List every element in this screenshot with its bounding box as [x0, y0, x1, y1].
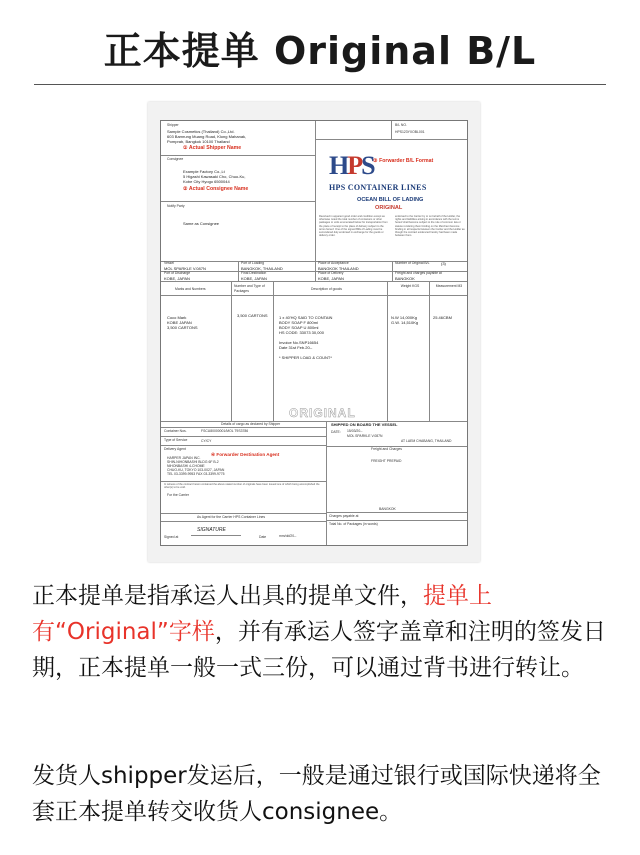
paragraph-1: [32, 578, 612, 686]
delivery-label: Delivery Agent: [164, 447, 186, 451]
col-weight: Weight KGS: [400, 284, 420, 288]
charges-label: Charges payable at: [329, 514, 359, 518]
notify-label: Notify Party: [167, 204, 185, 208]
date2-value: mm/dd/20--: [279, 534, 297, 538]
container-label: Container Nos.: [164, 429, 187, 433]
delivery-line-4: CHUO-KU, TOKYO 103-0027, JAPAN: [167, 468, 225, 472]
total-label: Total No. of Packages (in words): [329, 522, 378, 526]
cargo-detail-label: Details of cargo as declared by Shipper: [221, 422, 281, 426]
desc-line-1: 1 x 40'HQ SAID TO CONTAIN: [279, 315, 333, 320]
annotation-agent: ④ Forwarder Destination Agent: [211, 452, 280, 457]
shipper-line-3: Pomprab, Bangkok 10100 Thailand: [167, 139, 230, 144]
port-2: AT LAEM CHABANG, THAILAND: [401, 439, 452, 443]
freight-pay-label: Freight and charges payable at: [395, 271, 442, 275]
shipper-label: Shipper: [167, 123, 179, 127]
doc-title: OCEAN BILL OF LADING: [357, 197, 424, 203]
packages-value: 3,500 CARTONS: [237, 313, 268, 318]
desc-line-4: HS CODE: 33073 30,000: [279, 330, 324, 335]
pod-value: KOBE, JAPAN: [164, 276, 190, 281]
pdel-label: Place of Delivery: [318, 271, 344, 275]
for-carrier: For the Carrier: [167, 493, 190, 497]
bill-of-lading-image: [148, 102, 480, 562]
por-value: BANGKOK THAILAND: [318, 266, 359, 271]
vessel-label: Vessel: [164, 261, 174, 265]
date2-label: Date: [259, 535, 267, 539]
signature: SIGNATURE: [197, 527, 226, 533]
marks-line-2: KOBE JAPAN: [167, 320, 192, 325]
container-value: FSCU80000001/MOL T9S3786: [201, 429, 249, 433]
consignee-label: Consignee: [167, 157, 184, 161]
weight-net: N.W 14,000Kg: [391, 315, 418, 320]
delivery-line-3: NIHONBASHI 4-CHOME: [167, 464, 205, 468]
shipper-line-1: Sample Cosmetics (Thailand) Co.,Ltd.: [167, 129, 235, 134]
vessel-value: MOL SPARKLE V.087N: [164, 266, 206, 271]
pol-label: Port of Loading: [241, 261, 264, 265]
original-watermark: ORIGINAL: [289, 406, 356, 420]
desc-line-9: * SHIPPER LOAD & COUNT*: [279, 355, 332, 360]
signed-at-label: Signed at: [164, 535, 179, 539]
pod-label: Port of Discharge: [164, 271, 191, 275]
nob-label: Number of Original B/L: [395, 261, 430, 265]
marks-line-1: Coco Mark: [167, 315, 187, 320]
bangkok-label: BANGKOK: [379, 507, 396, 511]
weight-gross: G.W. 14,510Kg: [391, 320, 419, 325]
consignee-line-1: Example Factory Co.,Lt: [183, 169, 225, 174]
desc-line-3: BODY SOAP U 800ml: [279, 325, 319, 330]
freight-prepaid: FREIGHT PREPAID: [371, 459, 402, 463]
col-description: Description of goods: [311, 287, 342, 291]
company-name: HPS CONTAINER LINES: [329, 183, 427, 192]
col-measurement: Measurement M3: [435, 284, 463, 288]
delivery-line-5: TEL 03-3399-9953 FAX 03-3399-9775: [167, 472, 225, 476]
hps-logo: HPS: [329, 151, 374, 180]
delivery-line-2: SHIN-NIHONBASHI BLDG 6F B-2: [167, 460, 219, 464]
paragraph-2: 发货人shipper发运后，一般是通过银行或国际快递将全套正本提单转交收货人consignee。: [32, 763, 601, 825]
annotation-shipper: ① Actual Shipper Name: [183, 145, 242, 151]
terms-right: endorsed to the Carrier by or on behalf of the Holder, the rights and liabilities arising in accordance with the terms hereof shall become subject to the rule of common law or statute rendering them binding on the Merchant become binding in all respects between the Carrier and the Holder as though the contract evidenced hereby had been made between them.: [395, 215, 465, 238]
pol-value: BANGKOK, THAILAND: [241, 266, 283, 271]
shipper-line-2: 603 Bamrung Muang Road, Klong Mahanak,: [167, 134, 247, 139]
agent-label: As Agent for the Carrier HPS Container Lines: [197, 515, 266, 519]
consignee-line-3: Kobe City Hyogo 6500044: [183, 179, 230, 184]
pdel-value: KOBE, JAPAN: [318, 276, 344, 281]
desc-line-2: BODY SOAP F 800ml: [279, 320, 318, 325]
title-divider: [34, 84, 606, 85]
service-label: Type of Service: [164, 438, 188, 442]
nob-value: (3): [441, 261, 446, 266]
witness-text: In witness of the contract herein contained the above stated number of originals have been issued one of which being accomplished the other(s) to be void.: [164, 483, 320, 490]
shipped-label: SHIPPED ON BOARD THE VESSEL: [331, 422, 398, 427]
notify-value: Same as Consignee: [183, 221, 220, 226]
terms-left: Received in apparent good order and condition except as otherwise noted the total number of containers or other packages or units enumerated below for transportation from the place of receipt to the place of delivery subject to the terms hereof. One of the signed Bills of Lading must be surrendered duly endorsed in exchange for the goods or delivery order.: [319, 215, 388, 238]
paragraph-1-before: 正本提单是指承运人出具的提单文件，: [32, 583, 423, 609]
marks-line-3: 3,500 CARTONS: [167, 325, 198, 330]
bl-no-label: B/L NO.: [395, 123, 407, 127]
freight-charges-label: Freight and Charges: [371, 447, 402, 451]
delivery-line-1: HARPER JAPAN INC.: [167, 456, 201, 460]
col-marks: Marks and Numbers: [175, 287, 206, 291]
paragraph-1-highlight: 提单上有“Original”字样: [32, 583, 492, 645]
por-label: Place of Acceptance: [318, 261, 349, 265]
paragraph-1-after: ，并有承运人签字盖章和注明的签发日期，正本提单一般一式三份，可以通过背书进行转让。: [32, 619, 606, 681]
consignee-line-2: 5 Higashi Kawasaki Cho, Chuo-Ku,: [183, 174, 246, 179]
fd-label: Final Destination: [241, 271, 267, 275]
service-value: CY/CY: [201, 439, 212, 443]
date-value: 15/03/20--: [347, 429, 363, 433]
col-packages: Number and Type of Packages: [234, 284, 265, 293]
desc-line-7: Date 31st Feb.20--: [279, 345, 313, 350]
annotation-consignee: ② Actual Consignee Name: [183, 186, 249, 192]
page-title: 正本提单 Original B/L: [103, 29, 537, 73]
date-label: DATE:: [331, 430, 341, 434]
bill-of-lading-sheet: [160, 120, 468, 546]
fd-value: KOBE, JAPAN: [241, 276, 267, 281]
doc-status: ORIGINAL: [375, 205, 403, 211]
annotation-format: ③ Forwarder B/L Format: [373, 158, 434, 164]
bl-no-value: HPS123YXOBL001: [395, 130, 425, 134]
measurement-value: 25.46CBM: [433, 315, 452, 320]
freight-pay-value: BANGKOK: [395, 276, 415, 281]
desc-line-6: Invoice No.SNP16654: [279, 340, 319, 345]
vessel-2: MOL SPARKLE V.087N: [347, 434, 383, 438]
